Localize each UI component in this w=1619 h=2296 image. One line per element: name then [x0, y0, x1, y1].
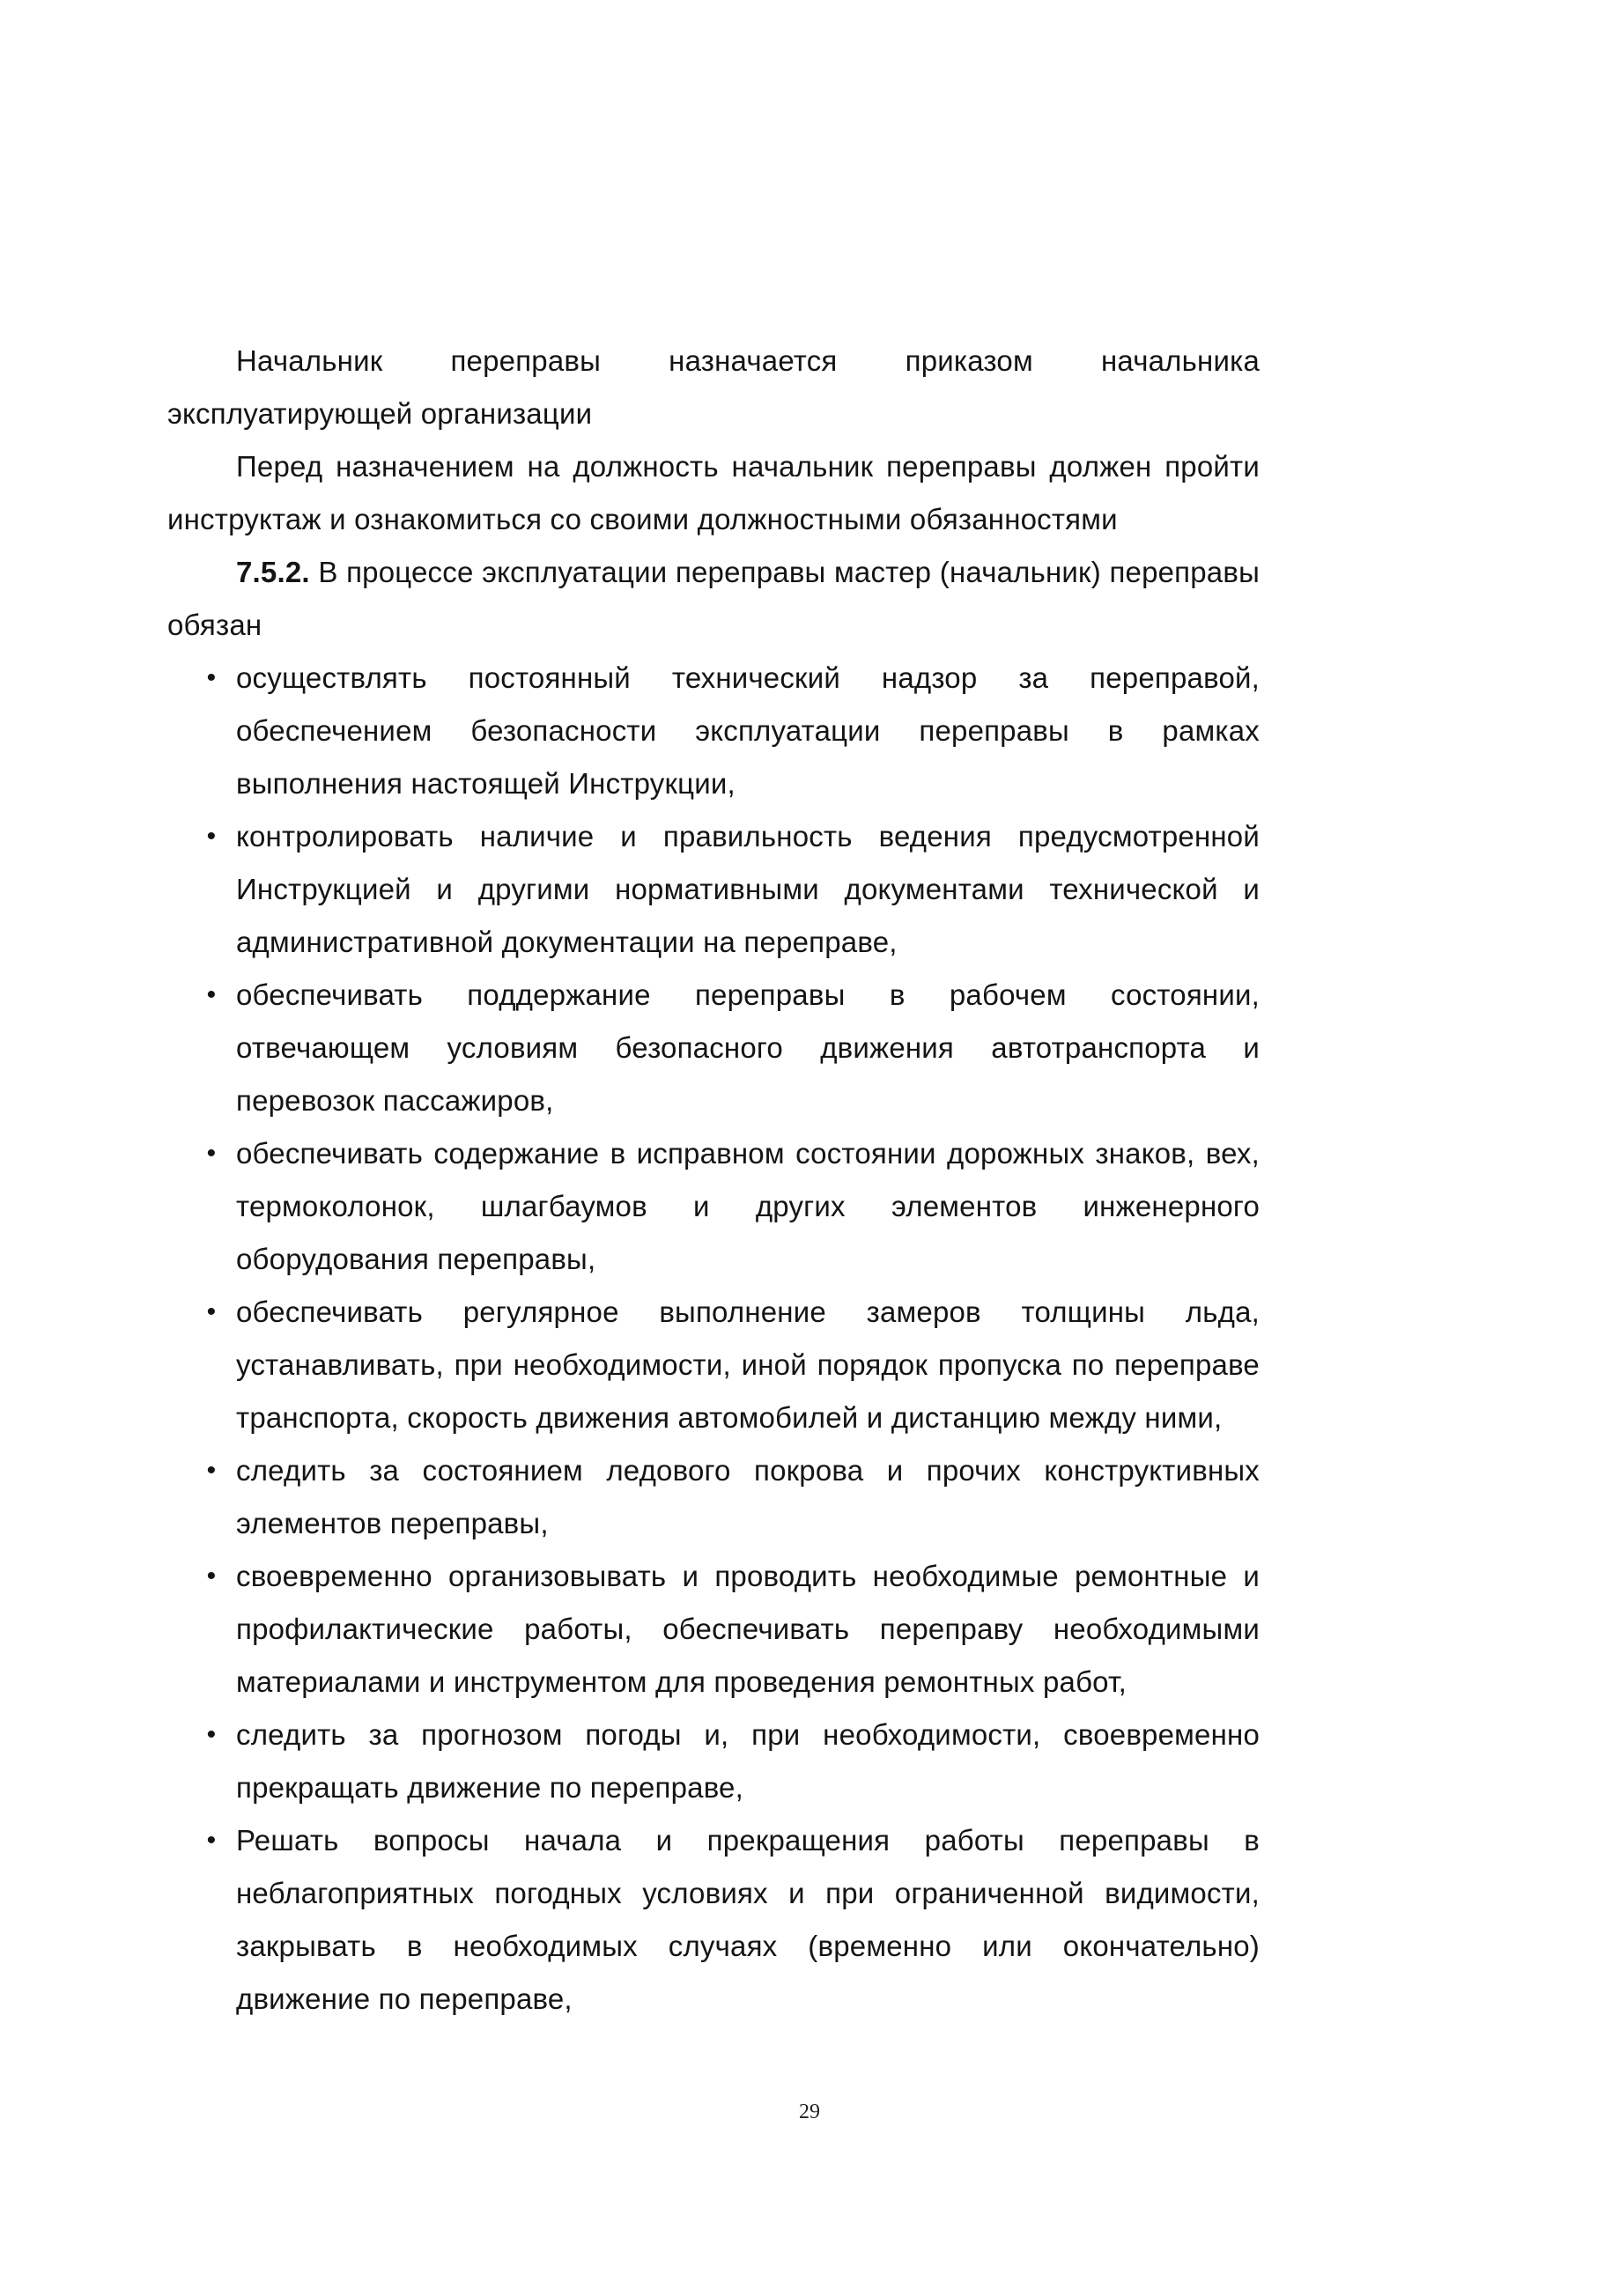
- bullet-icon: •: [206, 1720, 217, 1749]
- bullet-icon: •: [206, 1826, 217, 1855]
- list-item: [167, 652, 1260, 810]
- list-item-text: контролировать наличие и правильность ведения предусмотренной Инструкцией и другими нормативными документами технической и административной документации на переправе,: [236, 820, 1260, 958]
- list-item-text: осуществлять постоянный технический надзор за переправой, обеспечением безопасности эксплуатации переправы в рамках выполнения настоящей Инструкции,: [236, 661, 1260, 800]
- list-item: [167, 810, 1260, 969]
- list-item-text: обеспечивать содержание в исправном состоянии дорожных знаков, вех, термоколонок, шлагбаумов и других элементов инженерного оборудования переправы,: [236, 1137, 1260, 1275]
- list-item: [167, 1127, 1260, 1286]
- list-item: [167, 1550, 1260, 1709]
- page-number: 29: [799, 2100, 820, 2123]
- list-item: [167, 969, 1260, 1127]
- paragraph-appointment: Начальник переправы назначается приказом начальника эксплуатирующей организации: [167, 344, 1260, 430]
- section-7-5-2: [167, 546, 1260, 652]
- paragraph-briefing: Перед назначением на должность начальник переправы должен пройти инструктаж и ознакомиться со своими должностными обязанностями: [167, 450, 1260, 535]
- list-item: [167, 1444, 1260, 1550]
- list-item-text: своевременно организовывать и проводить необходимые ремонтные и профилактические работы, обеспечивать переправу необходимыми материалами и инструментом для проведения ремонтных работ,: [236, 1560, 1260, 1698]
- list-item-text: обеспечивать регулярное выполнение замеров толщины льда, устанавливать, при необходимости, иной порядок пропуска по переправе транспорта, скорость движения автомобилей и дистанцию между ними,: [236, 1296, 1260, 1434]
- section-number: 7.5.2.: [236, 556, 310, 588]
- list-item-text: следить за прогнозом погоды и, при необходимости, своевременно прекращать движение по переправе,: [236, 1718, 1260, 1804]
- list-item: [167, 1709, 1260, 1814]
- list-item-text: Решать вопросы начала и прекращения работы переправы в неблагоприятных погодных условиях и при ограниченной видимости, закрывать в необходимых случаях (временно или окончательно) движение по переправе,: [236, 1824, 1260, 2015]
- bullet-icon: •: [206, 822, 217, 851]
- list-item: [167, 1286, 1260, 1444]
- document-body: [167, 335, 1260, 2026]
- bullet-icon: •: [206, 1561, 217, 1591]
- section-text: В процессе эксплуатации переправы мастер (начальник) переправы обязан: [167, 556, 1260, 641]
- bullet-icon: •: [206, 980, 217, 1009]
- bullet-icon: •: [206, 1456, 217, 1485]
- bullet-icon: •: [206, 1297, 217, 1326]
- list-item: [167, 1814, 1260, 2026]
- bullet-icon: •: [206, 1139, 217, 1168]
- bullet-icon: •: [206, 663, 217, 692]
- list-item-text: обеспечивать поддержание переправы в рабочем состоянии, отвечающем условиям безопасного движения автотранспорта и перевозок пассажиров,: [236, 978, 1260, 1117]
- list-item-text: следить за состоянием ледового покрова и прочих конструктивных элементов переправы,: [236, 1454, 1260, 1539]
- duties-list: [167, 652, 1260, 2026]
